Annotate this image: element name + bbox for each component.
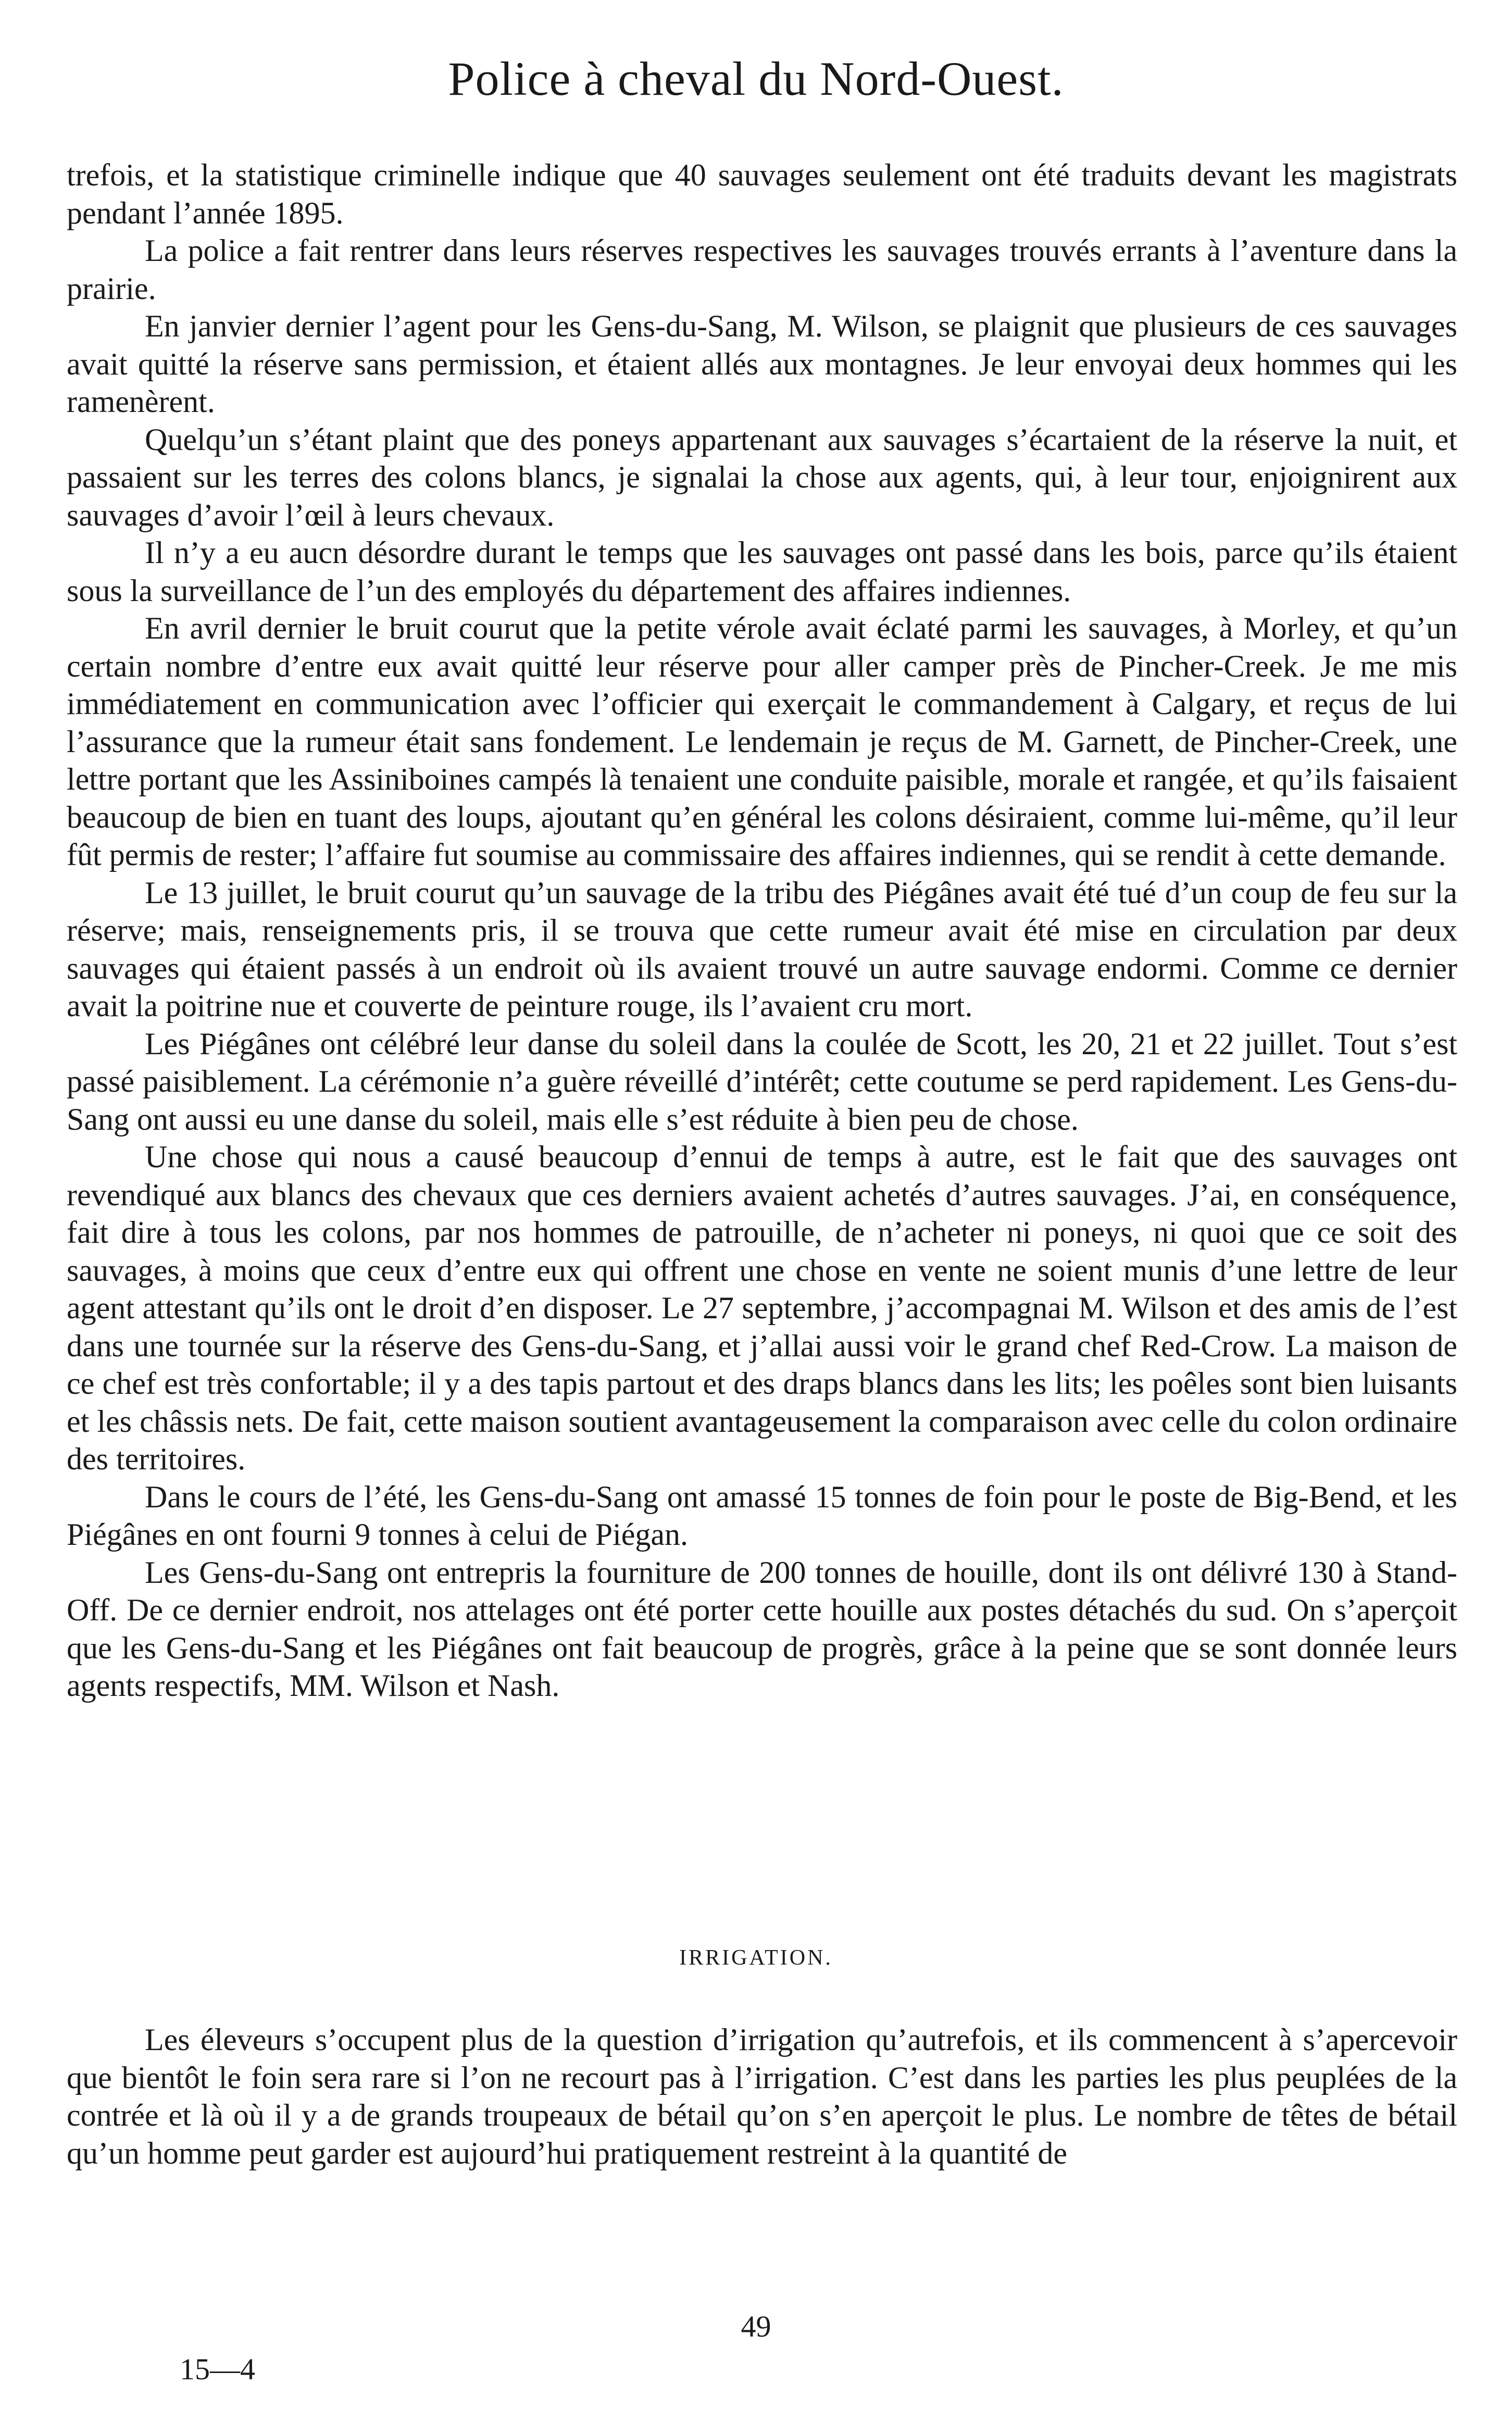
section-text <box>67 2021 1457 2172</box>
paragraph: trefois, et la statistique criminelle indique que 40 sauvages seulement ont été traduits devant les magistrats pendant l’année 1895. <box>67 158 1457 230</box>
paragraph: Dans le cours de l’été, les Gens-du-Sang ont amassé 15 tonnes de foin pour le poste de Big-Bend, et les Piégânes en ont fourni 9 tonnes à celui de Piégan. <box>67 1479 1457 1552</box>
paragraph: Les Piégânes ont célébré leur danse du soleil dans la coulée de Scott, les 20, 21 et 22 juillet. Tout s’est passé paisiblement. La cérémonie n’a guère réveillé d’intérêt; cette coutume se perd rapidement. Les Gens-du-Sang ont aussi eu une danse du soleil, mais elle s’est réduite à bien peu de chose. <box>67 1026 1457 1137</box>
signature-mark: 15—4 <box>180 2352 255 2386</box>
running-title: Police à cheval du Nord-Ouest. <box>448 52 1064 105</box>
section-heading: IRRIGATION. <box>679 1946 833 1970</box>
paragraph: En janvier dernier l’agent pour les Gens-du-Sang, M. Wilson, se plaignit que plusieurs de ces sauvages avait quitté la réserve sans permission, et étaient allés aux montagnes. Je leur envoyai deux hommes qui les ramenèrent. <box>67 309 1457 419</box>
paragraph: Une chose qui nous a causé beaucoup d’ennui de temps à autre, est le fait que des sauvages ont revendiqué aux blancs des chevaux que ces derniers avaient achetés d’autres sauvages. J’ai, en conséquence, fait dire à tous les colons, par nos hommes de patrouille, de n’acheter ni poneys, ni quoi que ce soit des sauvages, à moins que ceux d’entre eux qui offrent une chose en vente ne soient munis d’une lettre de leur agent attestant qu’ils ont le droit d’en disposer. Le 27 septembre, j’accompagnai M. Wilson et des amis de l’est dans une tournée sur la réserve des Gens-du-Sang, et j’allai aussi voir le grand chef Red-Crow. La maison de ce chef est très confortable; il y a des tapis partout et des draps blancs dans les lits; les poêles sont bien luisants et les châssis nets. De fait, cette maison soutient avantageusement la comparaison avec celle du colon ordinaire des territoires. <box>67 1140 1457 1476</box>
page-number: 49 <box>741 2309 771 2343</box>
paragraph: Les éleveurs s’occupent plus de la question d’irrigation qu’autrefois, et ils commencent à s’apercevoir que bientôt le foin sera rare si l’on ne recourt pas à l’irrigation. C’est dans les parties les plus peuplées de la contrée et là où il y a de grands troupeaux de bétail qu’on s’en aperçoit le plus. Le nombre de têtes de bétail qu’un homme peut garder est aujourd’hui pratiquement restreint à la quantité de <box>67 2022 1457 2170</box>
paragraph: Quelqu’un s’étant plaint que des poneys appartenant aux sauvages s’écartaient de la réserve la nuit, et passaient sur les terres des colons blancs, je signalai la chose aux agents, qui, à leur tour, enjoignirent aux sauvages d’avoir l’œil à leurs chevaux. <box>67 422 1457 532</box>
paragraph: Le 13 juillet, le bruit courut qu’un sauvage de la tribu des Piégânes avait été tué d’un coup de feu sur la réserve; mais, renseignements pris, il se trouva que cette rumeur avait été mise en circulation par deux sauvages qui étaient passés à un endroit où ils avaient trouvé un autre sauvage endormi. Comme ce dernier avait la poitrine nue et couverte de peinture rouge, ils l’avaient cru mort. <box>67 875 1457 1023</box>
paragraph: En avril dernier le bruit courut que la petite vérole avait éclaté parmi les sauvages, à Morley, et qu’un certain nombre d’entre eux avait quitté leur réserve pour aller camper près de Pincher-Creek. Je me mis immédiatement en communication avec l’officier qui exerçait le commandement à Calgary, et reçus de lui l’assurance que la rumeur était sans fondement. Le lendemain je reçus de M. Garnett, de Pincher-Creek, une lettre portant que les Assiniboines campés là tenaient une conduite paisible, morale et rangée, et qu’ils faisaient beaucoup de bien en tuant des loups, ajoutant qu’en général les colons désiraient, comme lui-même, qu’il leur fût permis de rester; l’affaire fut soumise au commissaire des affaires indiennes, qui se rendit à cette demande. <box>67 611 1457 872</box>
main-text <box>67 156 1457 1705</box>
paragraph: La police a fait rentrer dans leurs réserves respectives les sauvages trouvés errants à l’aventure dans la prairie. <box>67 233 1457 306</box>
paragraph: Les Gens-du-Sang ont entrepris la fourniture de 200 tonnes de houille, dont ils ont délivré 130 à Stand-Off. De ce dernier endroit, nos attelages ont été porter cette houille aux postes détachés du sud. On s’aperçoit que les Gens-du-Sang et les Piégânes ont fait beaucoup de progrès, grâce à la peine que se sont donnée leurs agents respectifs, MM. Wilson et Nash. <box>67 1555 1457 1703</box>
paragraph: Il n’y a eu aucn désordre durant le temps que les sauvages ont passé dans les bois, parce qu’ils étaient sous la surveillance de l’un des employés du département des affaires indiennes. <box>67 535 1457 608</box>
